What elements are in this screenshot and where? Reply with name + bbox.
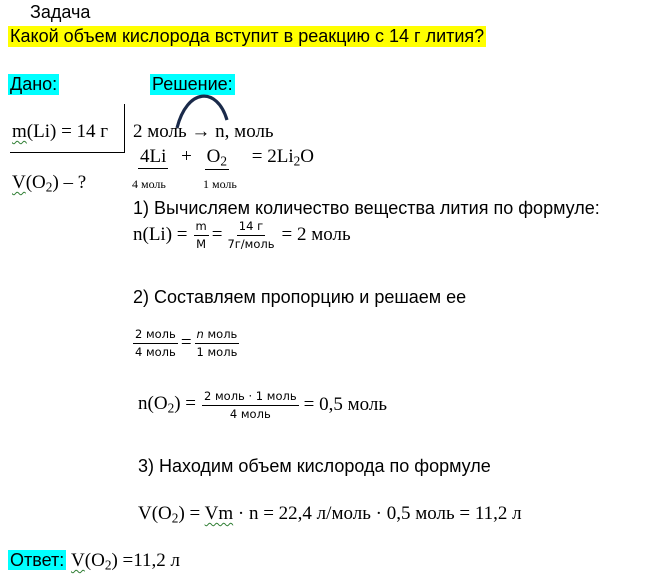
step2-n-lhs — [138, 393, 196, 416]
step3-formula-b: ) = — [178, 503, 205, 524]
eq-o2-text: O — [206, 146, 221, 167]
given-mass-value: (Li) = 14 г — [26, 121, 109, 142]
step2-n-lhs-a: n(O — [138, 393, 168, 415]
step2-n-o2 — [138, 390, 387, 420]
reaction-equation — [138, 146, 314, 170]
step1-frac-m-over-M — [194, 220, 209, 250]
step1-eq: = — [211, 224, 223, 246]
solution-heading: Решение: — [152, 74, 233, 94]
eq-product — [252, 146, 314, 167]
task-title: Задача — [30, 2, 91, 22]
step3-formula — [138, 503, 522, 526]
step2-frac-b-num-unit: моль — [203, 327, 238, 341]
step1-frac1-num: m — [194, 220, 209, 236]
answer-var: V — [71, 550, 85, 571]
step2-eq: = — [180, 332, 192, 354]
step2-n-frac — [202, 390, 299, 420]
given-divider-horizontal — [10, 152, 125, 153]
step1-frac2-den: 7г/моль — [227, 236, 275, 251]
step1-frac2-num: 14 г — [237, 220, 265, 236]
step1-frac1-den: M — [196, 236, 207, 251]
step2-n-frac-num: 2 моль · 1 моль — [202, 390, 299, 406]
step1-text: 1) Вычисляем количество вещества лития по формуле: — [133, 198, 600, 218]
eq-product-text: = 2Li — [251, 146, 294, 167]
step1-frac-values — [225, 220, 276, 250]
step2-frac-b-den: 1 моль — [196, 344, 238, 359]
task-question: Какой объем кислорода вступит в реакцию с 14 г лития? — [10, 26, 485, 46]
given-find-sub: 2 — [45, 179, 53, 195]
under-li: 4 моль — [132, 177, 166, 191]
step2-n-lhs-b: ) = — [174, 393, 197, 415]
step1-result: = 2 моль — [281, 224, 351, 246]
given-mass — [12, 121, 108, 143]
step1-formula — [133, 220, 351, 250]
given-divider-vertical — [124, 104, 125, 152]
step2-frac-b-num — [195, 328, 240, 344]
step2-frac-b-num-var: n — [196, 327, 204, 341]
eq-li: 4Li — [140, 146, 167, 167]
step3-formula-vm: Vm — [204, 503, 234, 524]
step3-formula-c: · n = 22,4 л/моль · 0,5 моль = 11,2 л — [233, 503, 522, 524]
ratio-line: 2 моль → n, моль — [133, 121, 274, 142]
given-mass-var: m — [12, 121, 27, 142]
answer-label: Ответ: — [10, 550, 65, 570]
answer-text-a: (O — [84, 550, 105, 571]
step2-n-result: = 0,5 моль — [303, 394, 387, 416]
given-find-text-b: ) – ? — [52, 172, 87, 193]
step2-n-lhs-sub: 2 — [167, 400, 175, 416]
given-heading: Дано: — [10, 74, 58, 94]
step2-frac-a-den: 4 моль — [135, 344, 176, 359]
answer-sub: 2 — [104, 557, 112, 573]
step2-proportion — [133, 328, 242, 358]
step3-formula-a: V(O — [138, 503, 172, 524]
step2-text: 2) Составляем пропорцию и решаем ее — [133, 287, 467, 307]
step3-text: 3) Находим объем кислорода по формуле — [138, 456, 491, 476]
eq-plus: + — [181, 146, 192, 167]
given-find-var: V — [12, 172, 26, 193]
eq-product-end: O — [300, 146, 314, 167]
step2-frac-b — [195, 328, 240, 358]
answer-line — [8, 550, 180, 573]
eq-product-sub: 2 — [293, 153, 301, 169]
given-find — [12, 172, 86, 195]
under-o2: 1 моль — [203, 177, 237, 191]
step2-frac-a — [133, 328, 178, 358]
step1-lhs: n(Li) = — [133, 224, 188, 246]
eq-o2-sub: 2 — [220, 153, 227, 169]
eq-o2 — [205, 146, 229, 170]
given-find-text-a: (O — [25, 172, 46, 193]
step2-n-frac-den: 4 моль — [229, 406, 271, 421]
answer-text-b: ) =11,2 л — [111, 550, 181, 571]
step3-formula-sub: 2 — [171, 510, 179, 526]
step2-frac-a-num: 2 моль — [133, 328, 178, 344]
